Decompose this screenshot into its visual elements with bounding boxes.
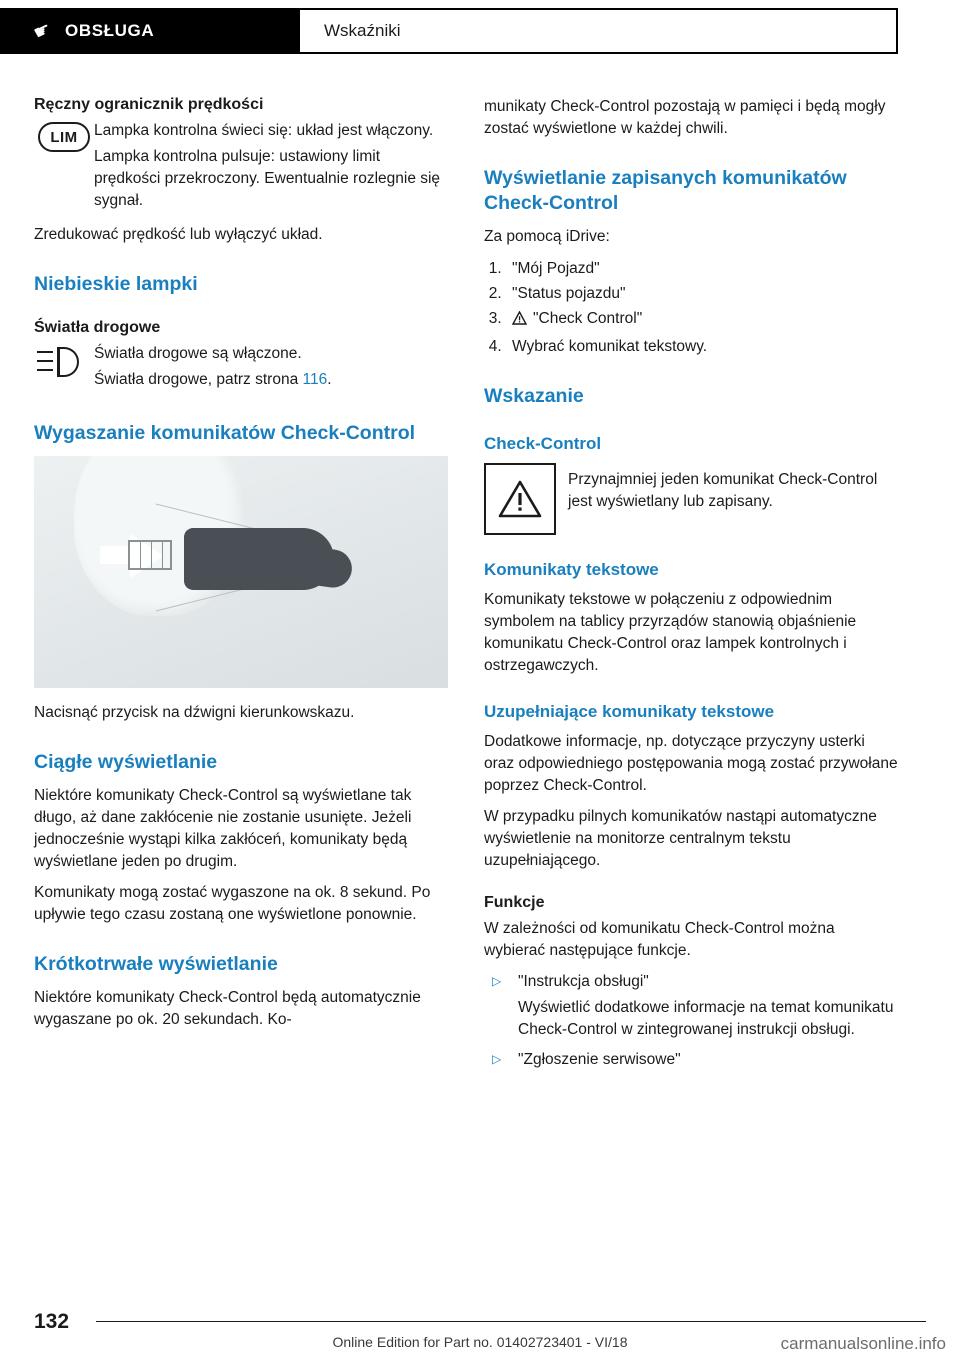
heading-continuous-display: Ciągłe wyświetlanie [34,750,218,773]
illustration-turn-signal-stalk [34,456,448,688]
footer-edition-text: Online Edition for Part no. 01402723401 - VI/18 [332,1334,628,1350]
footer-divider [96,1321,926,1322]
high-beam-symbol-row [34,343,448,395]
lim-indicator [34,120,94,216]
check-control-warning-paragraph: Przynajmniej jeden komunikat Check-Control jest wyświetlany lub zapisany. [568,470,878,510]
heading-functions: Funkcje [484,894,545,912]
manual-limit-line1: Lampka kontrolna świeci się: układ jest włączony. [94,122,434,139]
heading-indication: Wskazanie [484,384,584,407]
list-item[interactable] [506,282,898,305]
step-2-label: "Status pojazdu" [512,285,626,303]
footer-watermark: carmanualsonline.info [775,1332,952,1356]
page-reference-116[interactable]: 116 [302,370,328,388]
step-3-label: "Check Control" [533,310,643,328]
manual-limit-symbol-row [34,120,448,216]
check-control-warning-text [568,463,898,522]
warning-triangle-icon [512,309,527,332]
page-footer [0,1288,960,1362]
warning-triangle-icon [497,479,543,519]
heading-dismiss-check-control: Wygaszanie komunikatów Check-Control [34,421,416,444]
page-header [0,0,960,62]
heading-manual-speed-limiter: Ręczny ogranicznik prędkości [34,96,264,113]
heading-short-term-display: Krótkotrwałe wyświetlanie [34,952,278,975]
illus-stalk-tip [290,544,355,590]
function-1-detail: Wyświetlić dodatkowe informacje na temat komunikatu Check-Control w zintegrowanej instrukcji obsługi. [518,999,894,1039]
list-item[interactable] [484,1049,898,1071]
high-beam-line2-post: . [327,370,332,388]
text-messages-paragraph: Komunikaty tekstowe w połączeniu z odpowiednim symbolem na tablicy przyrządów stanowią objaśnienie komunikatu Check-Control oraz lampek kontrolnych i ostrzegawczych. [484,591,857,675]
heading-text-messages: Komunikaty tekstowe [484,559,659,579]
hand-pointer-icon: ☛ [30,17,55,45]
continuous-display-p2: Komunikaty mogą zostać wygaszone na ok. 8 sekund. Po upływie tego czasu zostaną one wyświetlone ponownie. [34,883,431,923]
idrive-steps-list [484,257,898,358]
high-beam-icon [37,345,91,379]
idrive-intro: Za pomocą iDrive: [484,227,610,245]
list-item[interactable] [506,307,898,332]
right-column [484,96,898,1075]
manual-limit-text [94,120,448,216]
triangle-bullet-icon: ▷ [492,1052,502,1067]
illus-finger-grip [128,540,172,570]
header-section-label: Wskaźniki [324,21,401,40]
short-term-display-p1: Niektóre komunikaty Check-Control będą automatycznie wygaszane po ok. 20 sekundach. Ko- [34,988,421,1028]
function-1-label: "Instrukcja obsługi" [518,973,649,991]
header-tab-label: OBSŁUGA [65,21,155,40]
step-1-label: "Mój Pojazd" [512,259,600,277]
high-beam-text [94,343,448,395]
left-column [34,96,448,1040]
header-section-box [300,8,898,54]
high-beam-line1: Światła drogowe są włączone. [94,344,302,362]
triangle-bullet-icon: ▷ [492,974,502,989]
list-item[interactable] [484,971,898,993]
high-beam-line2 [94,369,448,391]
supplementary-p2: W przypadku pilnych komunikatów nastąpi automatyczne wyświetlenie na monitorze centralnym tekstu uzupełniającego. [484,808,877,870]
manual-limit-line3: Zredukować prędkość lub wyłączyć układ. [34,226,323,243]
warning-symbol-box [484,463,556,535]
high-beam-indicator [34,343,94,395]
heading-display-saved-messages: Wyświetlanie zapisanych komunikatów Check-Control [484,167,847,214]
carryover-paragraph: munikaty Check-Control pozostają w pamięci i będą mogły zostać wyświetlone w każdej chwili. [484,98,886,137]
check-control-warning-row [484,463,898,535]
illustration-caption: Nacisnąć przycisk na dźwigni kierunkowskazu. [34,703,355,721]
page-number: 132 [34,1310,70,1333]
high-beam-line2-pre: Światła drogowe, patrz strona [94,370,303,388]
heading-blue-lamps: Niebieskie lampki [34,273,198,295]
supplementary-p1: Dodatkowe informacje, np. dotyczące przyczyny usterki oraz odpowiedniego postępowania mogą zostać przywołane poprzez Check-Control. [484,733,898,795]
heading-high-beam: Światła drogowe [34,318,161,336]
continuous-display-p1: Niektóre komunikaty Check-Control są wyświetlane tak długo, aż dane zakłócenie nie zostanie usunięte. Jeżeli jednocześnie wystąpi kilka zakłóceń, komunikaty będą wyświetlane jeden po drugim. [34,786,412,870]
function-2-label: "Zgłoszenie serwisowe" [518,1051,681,1069]
heading-check-control: Check-Control [484,433,602,453]
step-4-label: Wybrać komunikat tekstowy. [512,337,708,355]
manual-limit-line2: Lampka kontrolna pulsuje: ustawiony limit prędkości przekroczony. Ewentualnie rozlegnie się sygnał. [94,148,441,209]
list-item[interactable] [506,335,898,358]
heading-supplementary-messages: Uzupełniające komunikaty tekstowe [484,702,775,722]
lim-badge-label: LIM [38,122,90,152]
functions-intro: W zależności od komunikatu Check-Control można wybierać następujące funkcje. [484,920,835,960]
header-tab-obsluga[interactable] [0,8,300,54]
list-item[interactable] [506,257,898,280]
